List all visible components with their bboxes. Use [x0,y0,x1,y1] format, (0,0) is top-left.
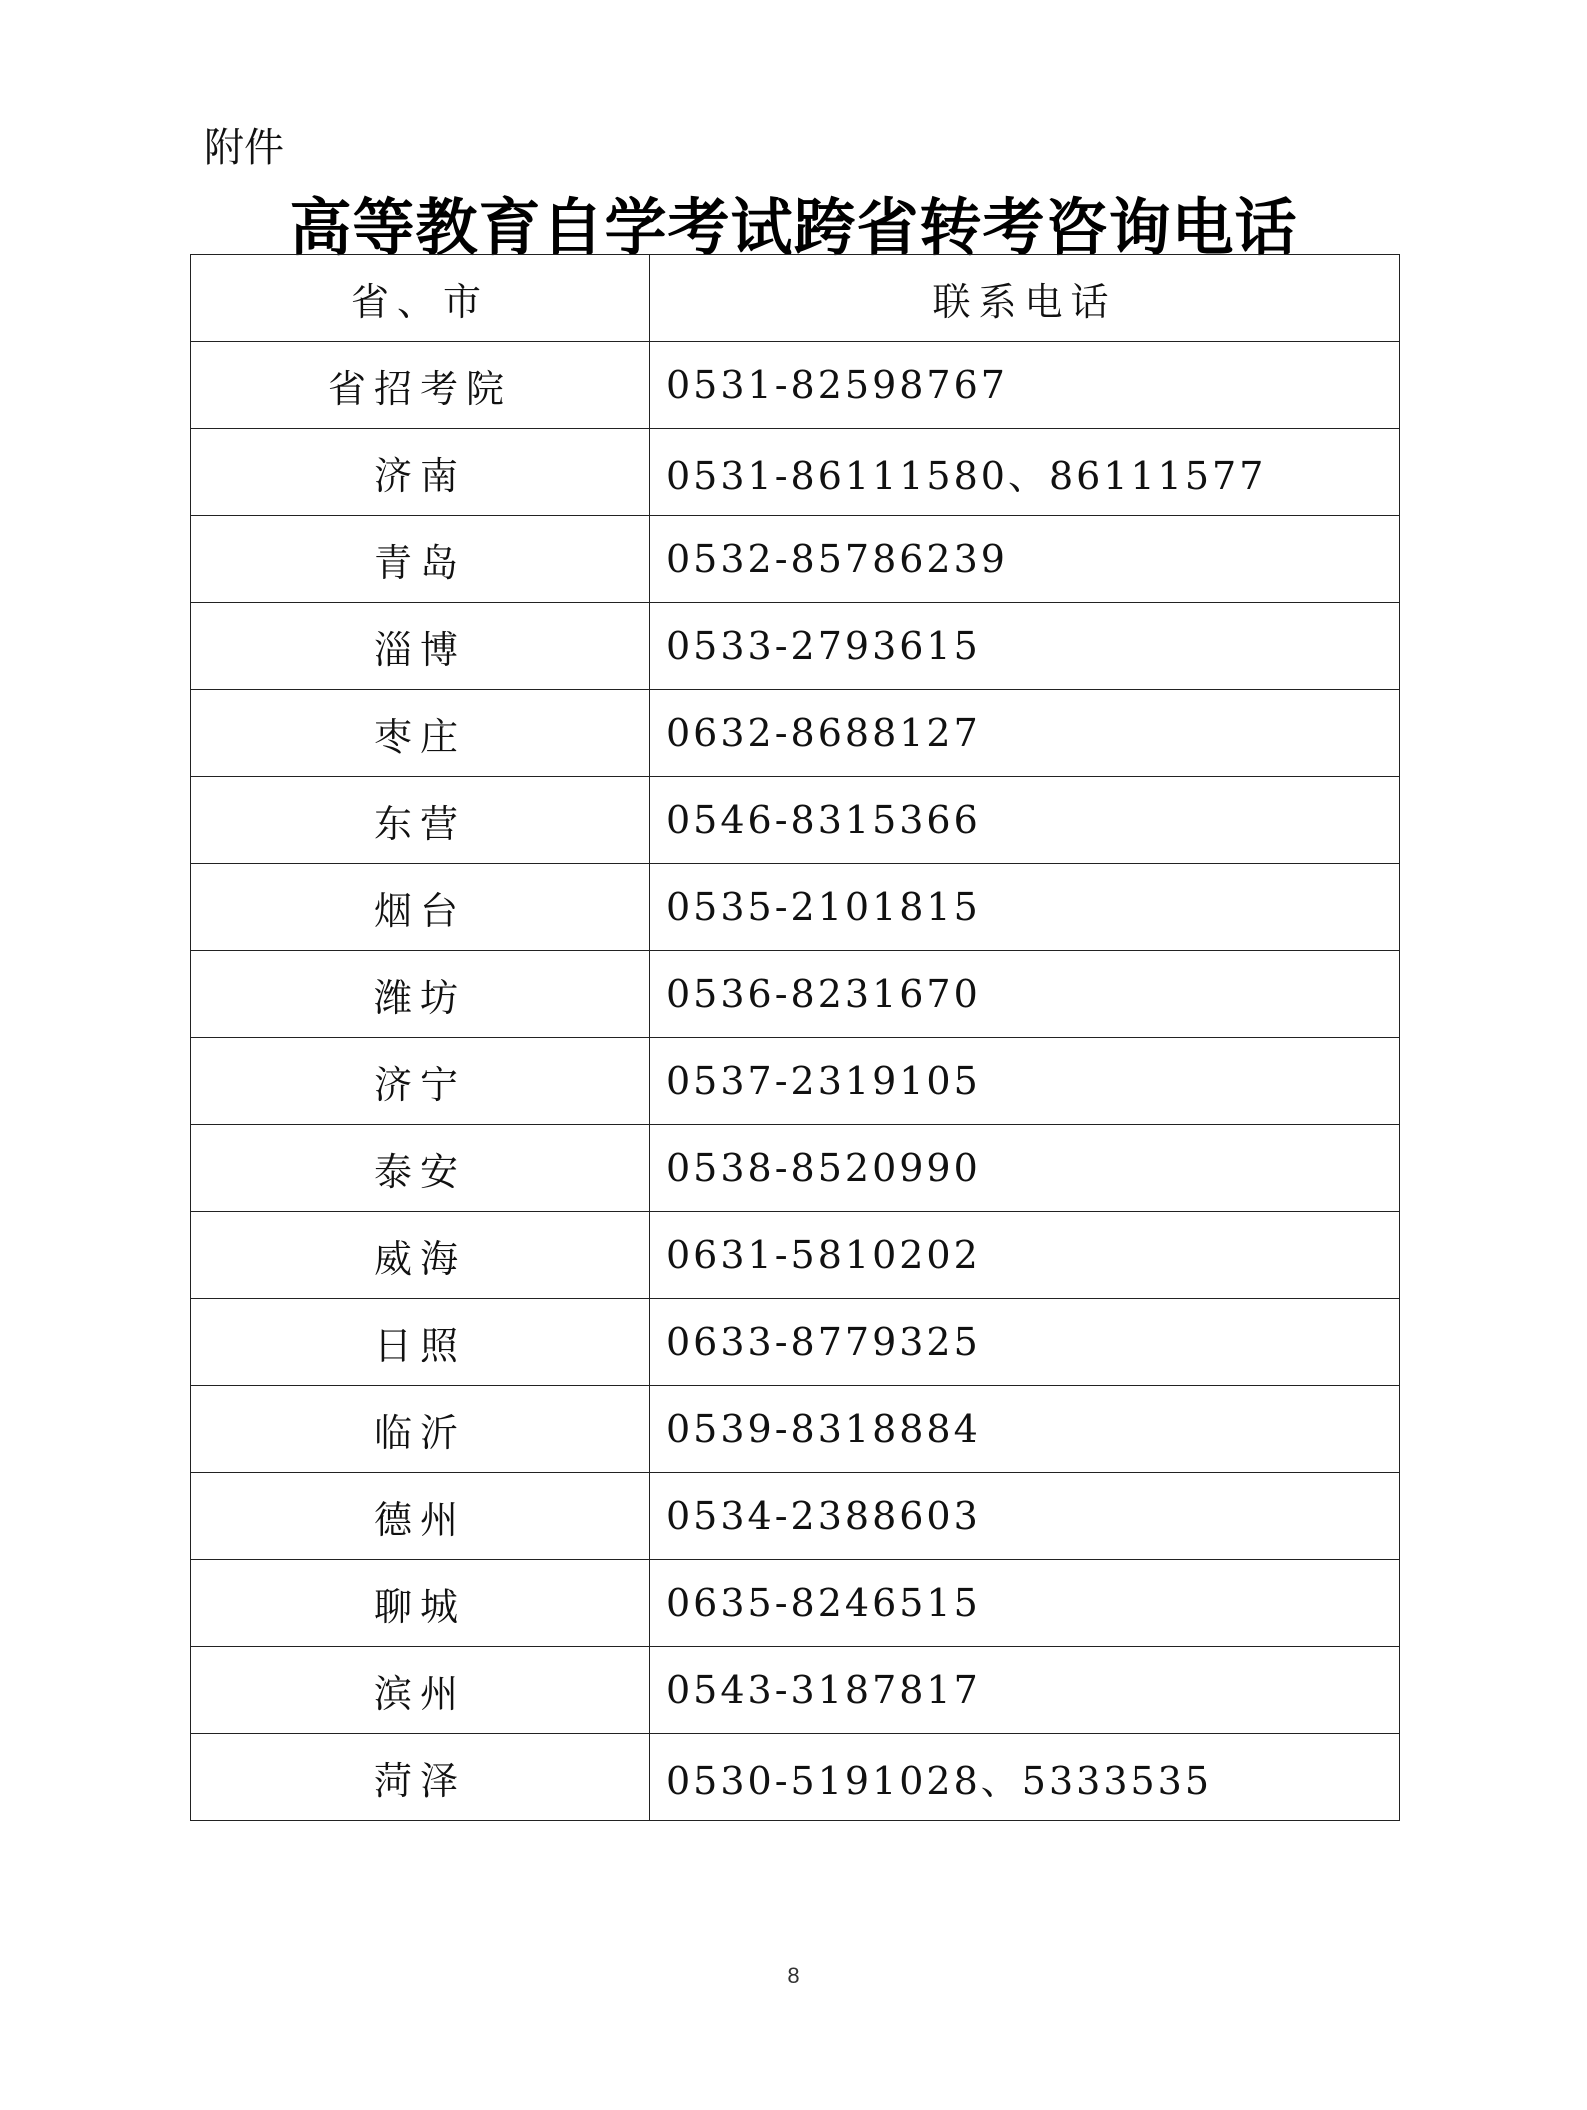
region-name: 济南 [191,429,650,516]
table-row [191,1386,1400,1473]
phone-number: 0538-8520990 [650,1125,1400,1212]
region-name: 烟台 [191,864,650,951]
contact-table [190,254,1400,1821]
region-name: 日照 [191,1299,650,1386]
table-row [191,690,1400,777]
phone-number: 0632-8688127 [650,690,1400,777]
region-name: 潍坊 [191,951,650,1038]
table-row [191,342,1400,429]
header-contact-phone: 联系电话 [650,255,1400,342]
region-name: 济宁 [191,1038,650,1125]
region-name: 省招考院 [191,342,650,429]
table-row [191,516,1400,603]
page-number: 8 [787,1963,800,1988]
region-name: 青岛 [191,516,650,603]
table-row [191,1647,1400,1734]
phone-number: 0533-2793615 [650,603,1400,690]
region-name: 临沂 [191,1386,650,1473]
table-row [191,1125,1400,1212]
table-header-row [191,255,1400,342]
phone-number: 0530-5191028、5333535 [650,1734,1400,1821]
region-name: 聊城 [191,1560,650,1647]
table-row [191,1038,1400,1125]
phone-number: 0534-2388603 [650,1473,1400,1560]
table-row [191,1212,1400,1299]
region-name: 淄博 [191,603,650,690]
region-name: 威海 [191,1212,650,1299]
phone-number: 0535-2101815 [650,864,1400,951]
header-province-city: 省、市 [191,255,650,342]
phone-number: 0532-85786239 [650,516,1400,603]
table-row [191,1299,1400,1386]
phone-number: 0531-82598767 [650,342,1400,429]
table-row [191,951,1400,1038]
phone-number: 0546-8315366 [650,777,1400,864]
region-name: 滨州 [191,1647,650,1734]
phone-number: 0536-8231670 [650,951,1400,1038]
phone-number: 0633-8779325 [650,1299,1400,1386]
region-name: 泰安 [191,1125,650,1212]
table-row [191,777,1400,864]
table-row [191,1560,1400,1647]
phone-number: 0631-5810202 [650,1212,1400,1299]
phone-number: 0635-8246515 [650,1560,1400,1647]
region-name: 德州 [191,1473,650,1560]
phone-number: 0531-86111580、86111577 [650,429,1400,516]
region-name: 菏泽 [191,1734,650,1821]
phone-number: 0539-8318884 [650,1386,1400,1473]
document-title: 高等教育自学考试跨省转考咨询电话 [289,191,1298,264]
attachment-label: 附件 [204,125,284,171]
table-row [191,429,1400,516]
region-name: 东营 [191,777,650,864]
table-row [191,864,1400,951]
phone-number: 0537-2319105 [650,1038,1400,1125]
region-name: 枣庄 [191,690,650,777]
table-row [191,603,1400,690]
table-row [191,1734,1400,1821]
phone-number: 0543-3187817 [650,1647,1400,1734]
table-row [191,1473,1400,1560]
